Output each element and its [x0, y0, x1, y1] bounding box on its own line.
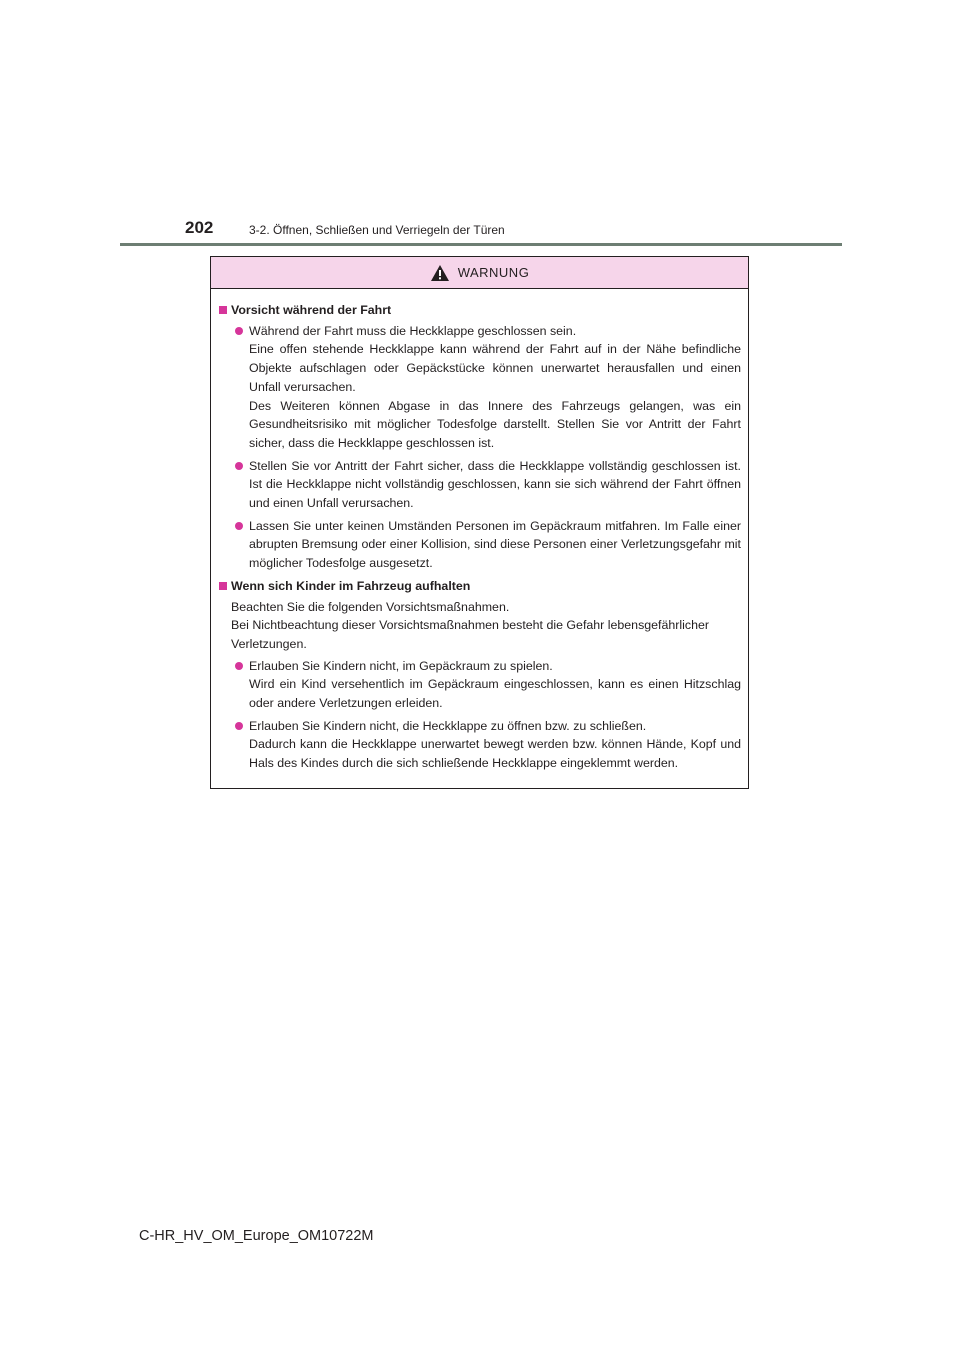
warning-header	[211, 257, 748, 289]
section-intro: Beachten Sie die folgenden Vorsichtsmaßnahmen. Bei Nichtbeachtung dieser Vorsichtsmaßnahmen besteht die Gefahr lebensgefährlicher Verletzungen.	[231, 599, 710, 651]
document-id: C-HR_HV_OM_Europe_OM10722M	[139, 1228, 374, 1244]
circle-bullet-icon	[235, 722, 243, 730]
list-item: Erlauben Sie Kindern nicht, im Gepäckraum zu spielen. Wird ein Kind versehentlich im Gepäckraum eingeschlossen, kann es einen Hitzschlag oder andere Verletzungen erleiden.	[218, 657, 741, 713]
section-heading: Wenn sich Kinder im Fahrzeug aufhalten	[218, 577, 741, 596]
section-heading: Vorsicht während der Fahrt	[218, 301, 741, 320]
warning-body	[211, 289, 748, 773]
circle-bullet-icon	[235, 662, 243, 670]
circle-bullet-icon	[235, 522, 243, 530]
list-item: Während der Fahrt muss die Heckklappe geschlossen sein. Eine offen stehende Heckklappe kann während der Fahrt auf in der Nähe befindliche Objekte aufschlagen oder Gepäckstücke können unerwartet herausfallen und einen Unfall verursachen. Des Weiteren können Abgase in das Innere des Fahrzeugs gelangen, was ein Gesundheitsrisiko mit möglicher Todesfolge darstellt. Stellen Sie vor Antritt der Fahrt sicher, dass die Heckklappe geschlossen ist.	[218, 322, 741, 453]
page-header	[185, 214, 505, 238]
square-bullet-icon	[219, 582, 227, 590]
header-divider	[120, 243, 842, 246]
circle-bullet-icon	[235, 462, 243, 470]
warning-box	[210, 256, 749, 789]
square-bullet-icon	[219, 306, 227, 314]
page-number: 202	[185, 218, 214, 237]
list-item: Stellen Sie vor Antritt der Fahrt sicher, dass die Heckklappe vollständig geschlossen ist. Ist die Heckklappe nicht vollständig geschlossen, kann sie sich während der Fahrt öffnen und einen Unfall verursachen.	[218, 457, 741, 513]
warning-label: WARNUNG	[457, 265, 530, 280]
list-item: Erlauben Sie Kindern nicht, die Heckklappe zu öffnen bzw. zu schließen. Dadurch kann die Heckklappe unerwartet bewegt werden bzw. können Hände, Kopf und Hals des Kindes durch die sich schließende Heckklappe eingeklemmt werden.	[218, 717, 741, 773]
warning-triangle-icon	[430, 264, 450, 282]
circle-bullet-icon	[235, 327, 243, 335]
list-item: Lassen Sie unter keinen Umständen Personen im Gepäckraum mitfahren. Im Falle einer abrupten Bremsung oder einer Kollision, sind diese Personen einer Verletzungsgefahr mit möglicher Todesfolge ausgesetzt.	[218, 517, 741, 573]
section-title: 3-2. Öffnen, Schließen und Verriegeln der Türen	[249, 223, 505, 237]
